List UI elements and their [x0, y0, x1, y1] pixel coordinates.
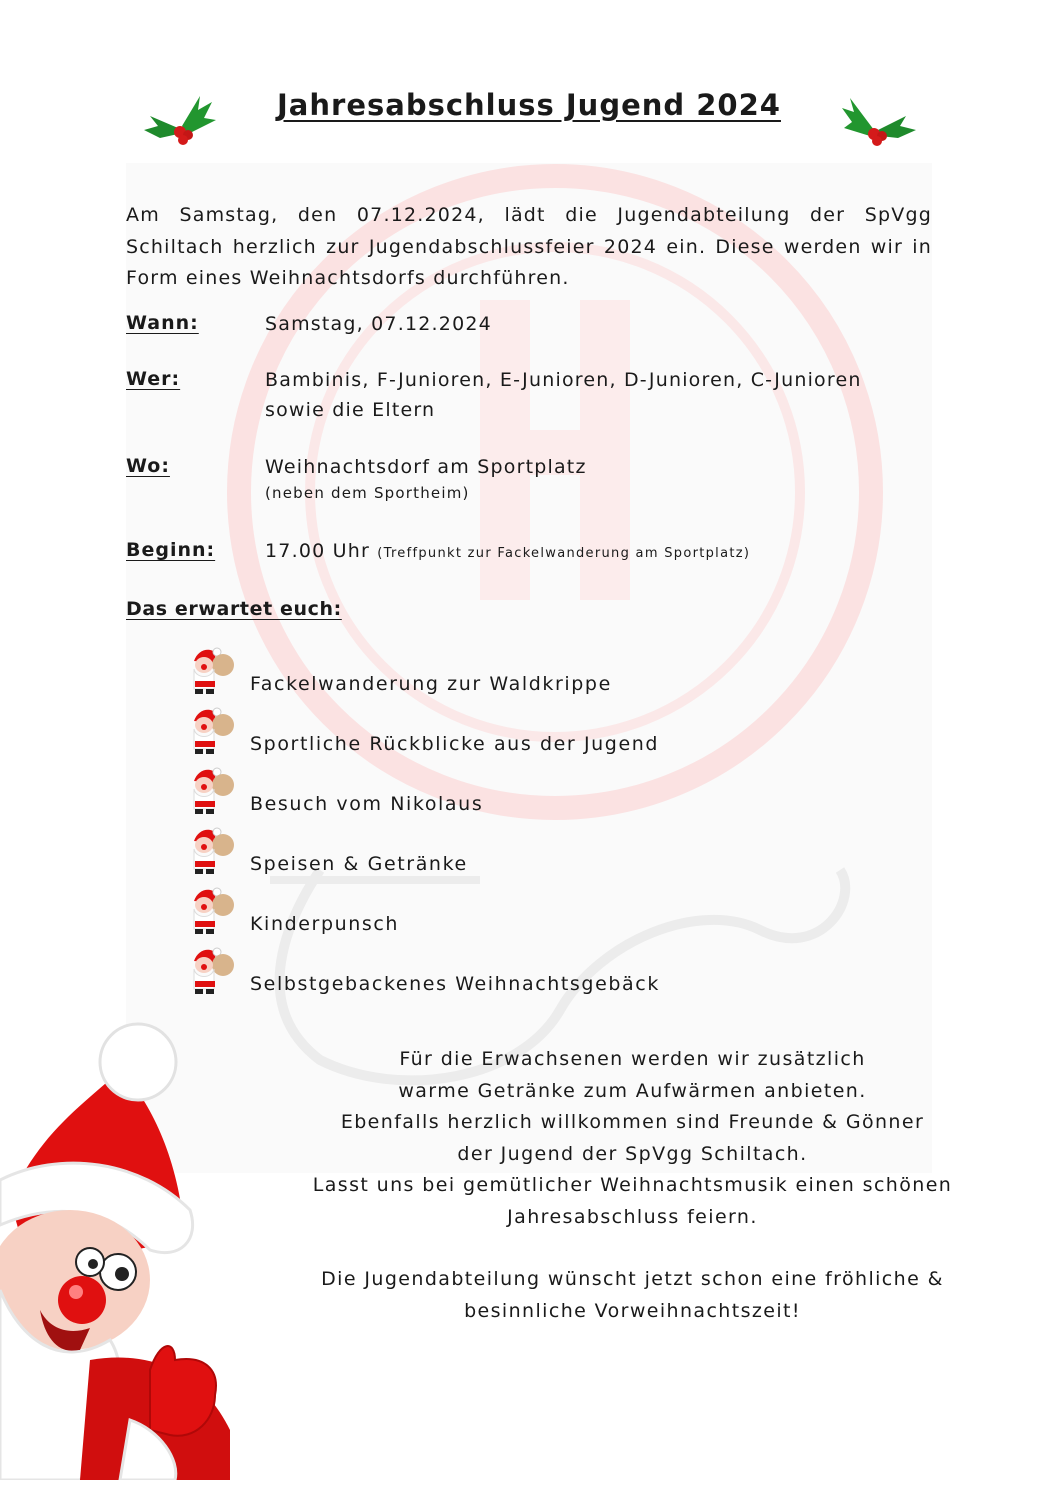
closing-line: besinnliche Vorweihnachtszeit! — [464, 1299, 801, 1322]
wo-label: Wo: — [126, 455, 170, 477]
list-item-label: Kinderpunsch — [250, 913, 400, 935]
wer-label: Wer: — [126, 368, 181, 390]
list-item-label: Selbstgebackenes Weihnachtsgebäck — [250, 973, 660, 995]
santa-illustration — [0, 1010, 240, 1480]
list-item-label: Fackelwanderung zur Waldkrippe — [250, 673, 612, 695]
list-item — [186, 645, 786, 701]
wer-value: Bambinis, F-Junioren, E-Junioren, D-Junioren, C-Junioren sowie die Eltern — [265, 369, 862, 421]
list-item-label: Sportliche Rückblicke aus der Jugend — [250, 733, 660, 755]
santa-mini-icon — [186, 825, 236, 875]
closing-line: Die Jugendabteilung wünscht jetzt schon eine fröhliche & — [321, 1268, 944, 1290]
expect-section-title: Das erwartet euch: — [126, 598, 342, 620]
wo-value — [265, 452, 865, 504]
santa-mini-icon — [186, 765, 236, 815]
list-item-label: Besuch vom Nikolaus — [250, 793, 484, 815]
beginn-label: Beginn: — [126, 539, 216, 561]
page-title: Jahresabschluss Jugend 2024 — [277, 88, 781, 122]
beginn-value — [265, 536, 865, 569]
closing-line: der Jugend der SpVgg Schiltach. — [457, 1142, 808, 1165]
santa-mini-icon — [186, 705, 236, 755]
list-item — [186, 705, 786, 761]
closing-line: Lasst uns bei gemütlicher Weihnachtsmusik einen schönen — [312, 1174, 953, 1196]
wann-label: Wann: — [126, 312, 199, 334]
wo-value-sub: (neben dem Sportheim) — [265, 484, 470, 502]
list-item — [186, 765, 786, 821]
beginn-note: (Treffpunkt zur Fackelwanderung am Sportplatz) — [377, 546, 751, 561]
wo-value-text: Weihnachtsdorf am Sportplatz — [265, 456, 587, 478]
wann-value: Samstag, 07.12.2024 — [265, 313, 492, 335]
closing-line: warme Getränke zum Aufwärmen anbieten. — [398, 1079, 867, 1102]
closing-line: Für die Erwachsenen werden wir zusätzlich — [399, 1048, 866, 1070]
intro-paragraph: Am Samstag, den 07.12.2024, lädt die Jugendabteilung der SpVgg Schiltach herzlich zur Jugendabschlussfeier 2024 ein. Diese werden wir in Form eines Weihnachtsdorfs durchführen. — [126, 204, 932, 289]
santa-mini-icon — [186, 945, 236, 995]
closing-line: Ebenfalls herzlich willkommen sind Freunde & Gönner — [340, 1111, 925, 1133]
list-item — [186, 945, 786, 1001]
closing-text — [280, 1044, 985, 1327]
beginn-value-text: 17.00 Uhr — [265, 540, 370, 562]
list-item-label: Speisen & Getränke — [250, 853, 468, 875]
list-item — [186, 825, 786, 881]
closing-line: Jahresabschluss feiern. — [507, 1205, 758, 1228]
santa-mini-icon — [186, 885, 236, 935]
list-item — [186, 885, 786, 941]
santa-mini-icon — [186, 645, 236, 695]
